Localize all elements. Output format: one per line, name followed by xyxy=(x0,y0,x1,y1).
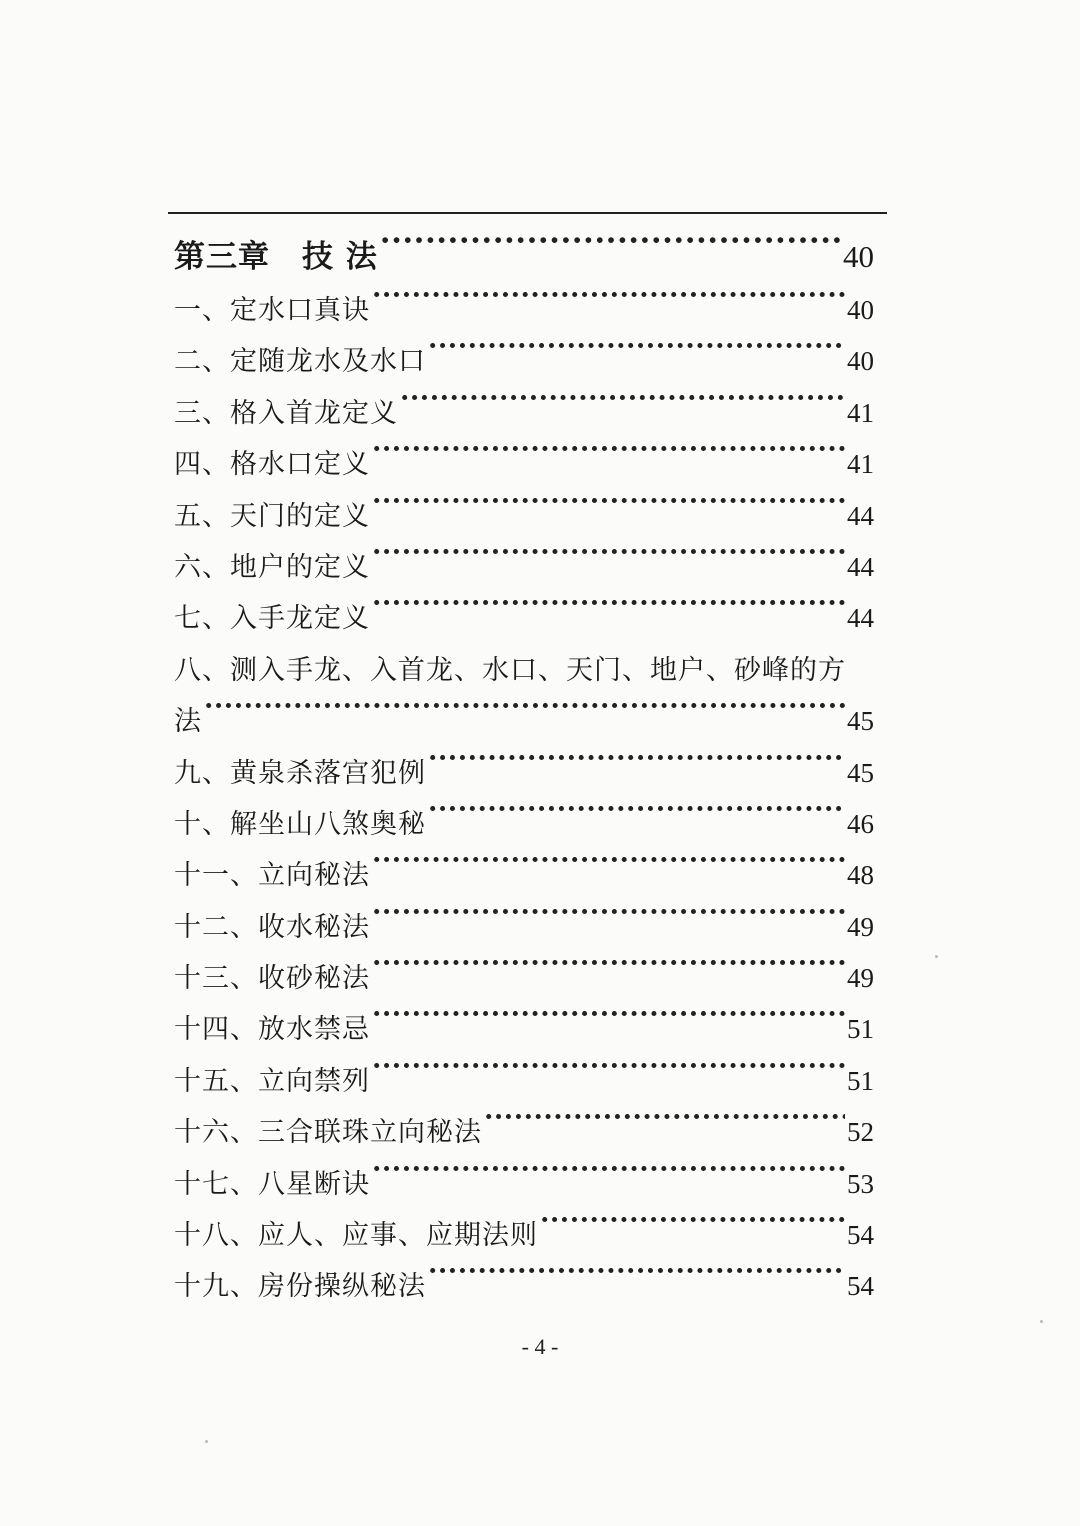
dot-leader xyxy=(428,343,845,370)
dot-leader xyxy=(372,600,845,627)
toc-entry xyxy=(174,593,874,644)
dot-leader xyxy=(372,498,845,525)
dot-leader xyxy=(372,1063,845,1090)
entry-page: 48 xyxy=(847,860,874,891)
entry-title: 十二、收水秘法 xyxy=(174,911,370,943)
entry-title: 十五、立向禁列 xyxy=(174,1065,370,1097)
dot-leader xyxy=(428,1268,845,1295)
entry-page: 45 xyxy=(847,706,874,737)
entry-page: 51 xyxy=(847,1014,874,1045)
header-rule xyxy=(168,212,887,214)
entry-title: 三、格入首龙定义 xyxy=(174,397,398,429)
entry-page: 45 xyxy=(847,757,874,788)
dot-leader xyxy=(484,1114,845,1141)
toc-entry xyxy=(174,542,874,593)
entry-page: 41 xyxy=(847,397,874,428)
toc-entry xyxy=(174,799,874,850)
chapter-page: 40 xyxy=(843,239,874,274)
dot-leader xyxy=(372,857,845,884)
entry-page: 40 xyxy=(847,346,874,377)
entry-title: 五、天门的定义 xyxy=(174,500,370,532)
dot-leader xyxy=(372,1011,845,1038)
entry-page: 44 xyxy=(847,500,874,531)
scan-speck xyxy=(1040,1320,1043,1323)
table-of-contents xyxy=(174,229,874,1313)
toc-entry xyxy=(174,439,874,490)
running-header xyxy=(380,178,560,194)
entry-page: 44 xyxy=(847,603,874,634)
entry-page: 49 xyxy=(847,911,874,942)
dot-leader xyxy=(372,960,845,987)
dot-leader xyxy=(372,909,845,936)
entry-page: 41 xyxy=(847,449,874,480)
entry-page: 49 xyxy=(847,963,874,994)
dot-leader xyxy=(540,1217,845,1244)
toc-entry xyxy=(174,850,874,901)
toc-entry xyxy=(174,696,874,747)
dot-leader xyxy=(428,755,845,782)
entry-title: 四、格水口定义 xyxy=(174,449,370,481)
entry-title: 十九、房份操纵秘法 xyxy=(174,1271,426,1303)
entry-title: 七、入手龙定义 xyxy=(174,603,370,635)
entry-page: 44 xyxy=(847,551,874,582)
toc-entry xyxy=(174,336,874,387)
dot-leader xyxy=(380,236,841,267)
dot-leader xyxy=(372,446,845,473)
dot-leader xyxy=(372,549,845,576)
entry-page: 46 xyxy=(847,808,874,839)
entry-page: 51 xyxy=(847,1065,874,1096)
dot-leader xyxy=(400,395,845,422)
entry-title: 十七、八星断诀 xyxy=(174,1168,370,1200)
toc-entry xyxy=(174,1004,874,1055)
toc-entry xyxy=(174,1210,874,1261)
entry-title: 十四、放水禁忌 xyxy=(174,1014,370,1046)
toc-entry xyxy=(174,645,874,696)
chapter-title: 第三章 技 法 xyxy=(174,239,378,275)
entry-title: 十、解坐山八煞奥秘 xyxy=(174,808,426,840)
entry-page: 53 xyxy=(847,1168,874,1199)
entry-page: 54 xyxy=(847,1220,874,1251)
scan-speck xyxy=(205,1440,208,1443)
toc-entry xyxy=(174,388,874,439)
dot-leader xyxy=(204,703,845,730)
toc-chapter-heading xyxy=(174,229,874,285)
dot-leader xyxy=(372,1166,845,1193)
entry-title: 十六、三合联珠立向秘法 xyxy=(174,1117,482,1149)
toc-entry xyxy=(174,902,874,953)
entry-title: 十三、收砂秘法 xyxy=(174,963,370,995)
toc-entry xyxy=(174,1056,874,1107)
entry-title: 九、黄泉杀落宫犯例 xyxy=(174,757,426,789)
entry-title: 六、地户的定义 xyxy=(174,551,370,583)
entry-title: 十一、立向秘法 xyxy=(174,860,370,892)
scan-speck xyxy=(935,955,938,958)
entry-title: 法 xyxy=(174,706,202,738)
entry-title: 十八、应人、应事、应期法则 xyxy=(174,1220,538,1252)
entry-page: 54 xyxy=(847,1271,874,1302)
toc-entry xyxy=(174,953,874,1004)
entry-title: 八、测入手龙、入首龙、水口、天门、地户、砂峰的方 xyxy=(174,654,846,686)
toc-entry xyxy=(174,1159,874,1210)
dot-leader xyxy=(372,292,845,319)
toc-entry xyxy=(174,1261,874,1312)
entry-title: 一、定水口真诀 xyxy=(174,295,370,326)
entry-title: 二、定随龙水及水口 xyxy=(174,346,426,378)
dot-leader xyxy=(428,806,845,833)
entry-page: 52 xyxy=(847,1117,874,1148)
entry-page: 40 xyxy=(847,295,874,325)
toc-entry xyxy=(174,1107,874,1158)
toc-entry xyxy=(174,491,874,542)
toc-entry xyxy=(174,748,874,799)
page-number: - 4 - xyxy=(521,1334,559,1359)
toc-entry xyxy=(174,285,874,336)
